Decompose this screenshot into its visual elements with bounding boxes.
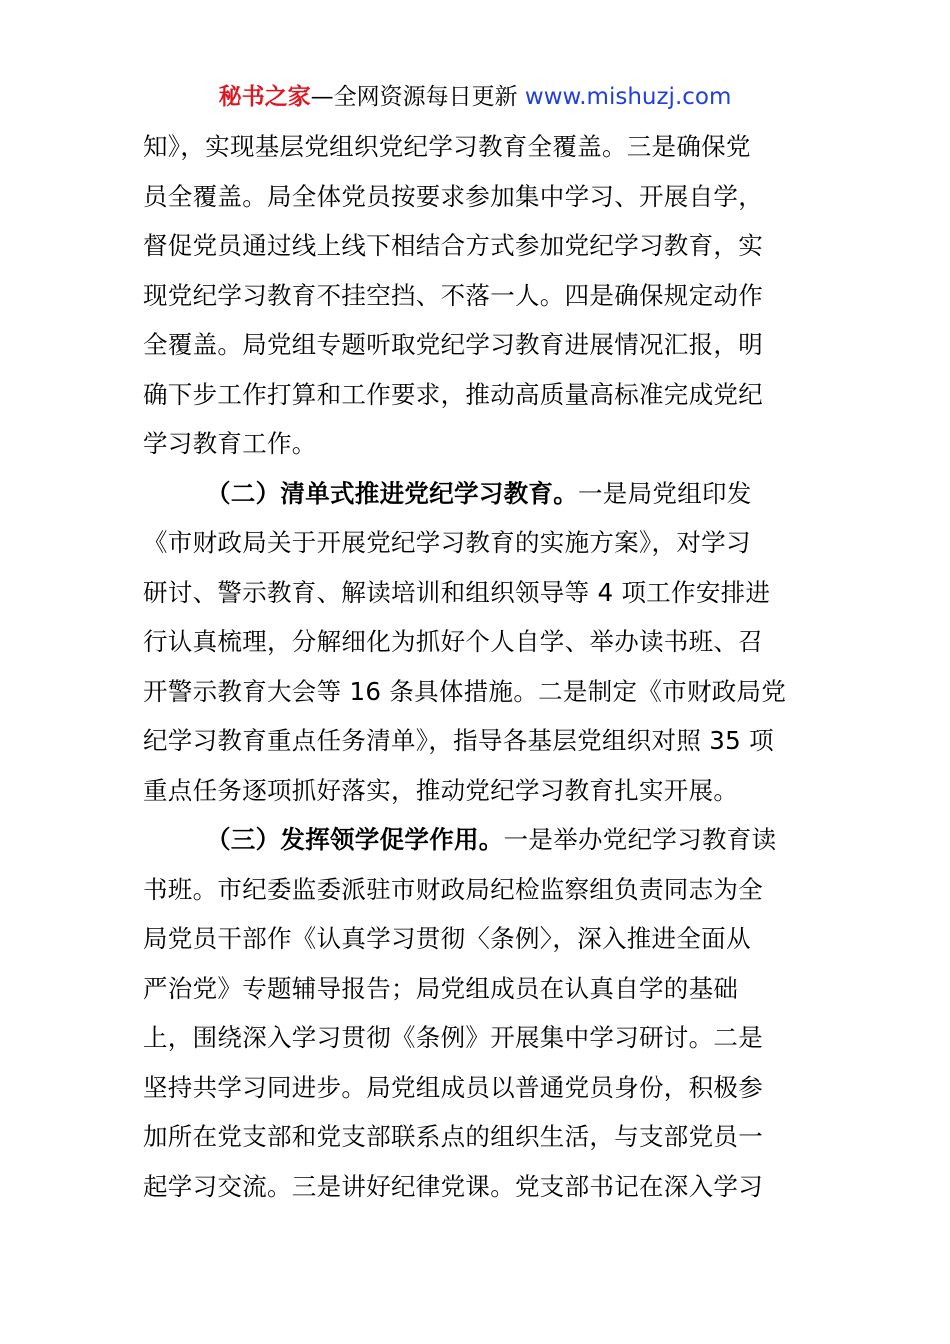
site-header xyxy=(0,80,950,114)
text-line: 坚持共学习同进步。局党组成员以普通党员身份，积极参 xyxy=(143,1072,763,1102)
section-heading: （三）发挥领学促学作用。 xyxy=(206,825,504,854)
text-line: 员全覆盖。局全体党员按要求参加集中学习、开展自学， xyxy=(143,181,763,211)
text-line: 书班。市纪委监委派驻市财政局纪检监察组负责同志为全 xyxy=(143,874,763,904)
section-heading: （二）清单式推进党纪学习教育。 xyxy=(206,478,578,508)
text-line: 加所在党支部和党支部联系点的组织生活，与支部党员一 xyxy=(143,1122,763,1151)
section-heading-line: （二）清单式推进党纪学习教育。一是局党组印发 xyxy=(206,478,752,508)
text-line: 研讨、警示教育、解读培训和组织领导等 4 项工作安排进 xyxy=(143,577,771,607)
text-line: 起学习交流。三是讲好纪律党课。党支部书记在深入学习 xyxy=(143,1171,763,1201)
text-line: 严治党》专题辅导报告；局党组成员在认真自学的基础 xyxy=(143,973,739,1003)
site-tagline: —全网资源每日更新 xyxy=(310,84,525,110)
text-line: 全覆盖。局党组专题听取党纪学习教育进展情况汇报，明 xyxy=(143,330,763,359)
text-line: 《市财政局关于开展党纪学习教育的实施方案》，对学习 xyxy=(143,528,751,557)
text-line: 纪学习教育重点任务清单》，指导各基层党组织对照 35 项 xyxy=(143,726,774,755)
site-brand: 秘书之家 xyxy=(218,84,311,110)
text-line: 开警示教育大会等 16 条具体措施。二是制定《市财政局党 xyxy=(143,676,787,706)
text-line: 确下步工作打算和工作要求，推动高质量高标准完成党纪 xyxy=(143,379,763,409)
text-line: 重点任务逐项抓好落实，推动党纪学习教育扎实开展。 xyxy=(143,775,739,805)
text-line: 行认真梳理，分解细化为抓好个人自学、举办读书班、召 xyxy=(143,627,763,656)
document-body xyxy=(143,122,813,1211)
text-line: 督促党员通过线上线下相结合方式参加党纪学习教育，实 xyxy=(143,231,763,260)
text-line: 现党纪学习教育不挂空挡、不落一人。四是确保规定动作 xyxy=(143,280,763,310)
text-line: 上，围绕深入学习贯彻《条例》开展集中学习研讨。二是 xyxy=(143,1023,763,1052)
site-url[interactable]: www.mishuzj.com xyxy=(524,84,732,110)
section-heading-line: （三）发挥领学促学作用。一是举办党纪学习教育读 xyxy=(206,825,777,854)
text-line: 知》，实现基层党组织党纪学习教育全覆盖。三是确保党 xyxy=(143,132,751,161)
text-line: 学习教育工作。 xyxy=(143,429,317,458)
text-line: 局党员干部作《认真学习贯彻〈条例〉，深入推进全面从 xyxy=(143,924,751,953)
